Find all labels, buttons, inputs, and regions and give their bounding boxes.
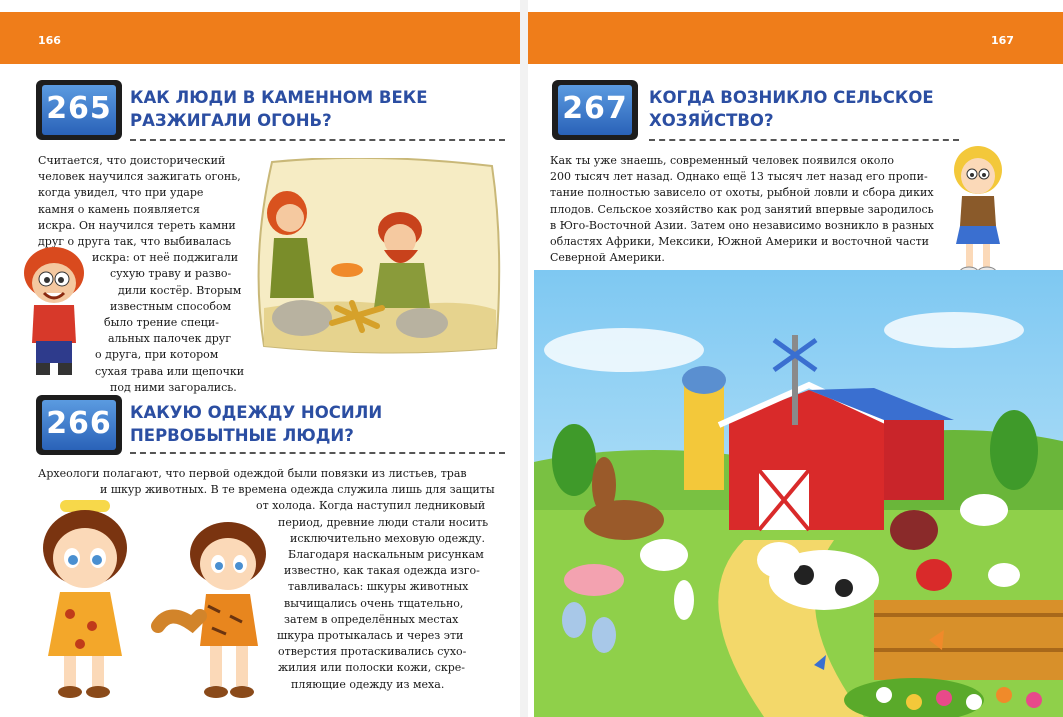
right-page [528,0,1063,717]
question-number: 265 [46,91,112,126]
question-title: КАК ЛЮДИ В КАМЕННОМ ВЕКЕ РАЗЖИГАЛИ ОГОНЬ? [130,88,428,130]
question-number: 266 [46,406,112,441]
question-title: КОГДА ВОЗНИКЛО СЕЛЬСКОЕ ХОЗЯЙСТВО? [649,88,934,130]
farm-illustration [534,270,1063,717]
answer-text: Археологи полагают, что первой одеждой были повязки из листьев, трав и шкур животных. В те времена одежда служила лишь для защиты от холода. Когда наступил ледниковый период, древние люди стали носить исключительно меховую одежду. Благодаря наскальным рисункам известно, как такая одежда изго- тавливалась: шкуры животных вычищались очень тщательно, затем в определённых местах шкура протыкалась и через эти отверстия протаскивались сухо- жилия или полоски кожи, скре- пляющие одежду из меха. [38,467,495,691]
cave-girl-illustration [30,496,140,706]
question-number-badge [552,80,638,140]
title-underline [130,139,505,141]
title-underline [130,452,505,454]
answer-text: Как ты уже знаешь, современный человек появился около 200 тысяч лет назад. Однако ещё 13 тысяч лет назад его пропи- тание полностью зависело от охоты, рыбной ловли и сбора диких плодов. Сельское хозяйство как род занятий впервые зародилось в Юго-Восточной Азии. Затем оно независимо возникло в разных областях Африки, Мексики, Южной Америки и восточной части Северной Америки. [550,154,934,265]
cave-boy-illustration [150,516,280,706]
cartoon-girl-character [948,144,1008,280]
page-header-bar [528,12,1063,64]
page-header-bar [0,12,520,64]
question-number-badge [36,395,122,455]
answer-text: Считается, что доисторический человек научился зажигать огонь, когда увидел, что при ударе камня о камень появляется искра. Он научился тереть камни друг о друга так, что выбивалась искра: от неё поджигали сухую траву и разво- дили костёр. Вторым известным способом было трение специ- альных палочек друг о друга, при котором сухая трава или щепочки под ними загорались. [38,154,245,394]
book-gutter [520,0,528,717]
cartoon-boy-character [14,243,94,379]
page-number: 167 [991,34,1014,47]
title-underline [649,139,959,141]
left-page [0,0,520,717]
cave-fire-illustration [252,158,504,356]
question-title: КАКУЮ ОДЕЖДУ НОСИЛИ ПЕРВОБЫТНЫЕ ЛЮДИ? [130,403,383,445]
question-number-badge [36,80,122,140]
question-number: 267 [562,91,628,126]
page-number: 166 [38,34,61,47]
